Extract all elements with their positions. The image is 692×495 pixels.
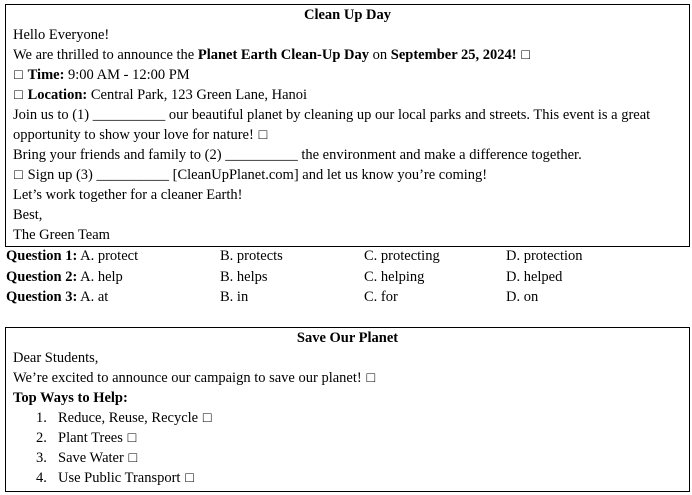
notice-title: Save Our Planet	[296, 330, 399, 346]
option-a: A. help	[77, 268, 123, 285]
save-our-planet-notice	[5, 327, 690, 492]
option-b: B. protects	[220, 248, 283, 264]
earth-placeholder-icon: □	[258, 127, 268, 143]
list-number: 3.	[36, 450, 47, 466]
question-label: Question 2:	[6, 268, 78, 285]
question-label: Question 3:	[6, 289, 78, 305]
ways-heading	[6, 388, 689, 408]
question-label: Question 1:	[6, 248, 78, 264]
emoji-placeholder-icon: □	[521, 47, 531, 63]
question-2	[6, 267, 123, 288]
pencil-placeholder-icon: □	[14, 167, 23, 183]
intro-text: We’re excited to announce our campaign to save our planet!	[13, 370, 362, 386]
questions-block	[6, 246, 692, 308]
question-row	[6, 246, 692, 267]
together-line: Let’s work together for a cleaner Earth!	[13, 187, 243, 203]
list-item	[6, 408, 689, 428]
pin-placeholder-icon: □	[14, 87, 23, 103]
announcement-line	[6, 45, 689, 65]
list-text: Reduce, Reuse, Recycle	[58, 410, 199, 426]
closing: Best,	[13, 207, 43, 223]
clock-placeholder-icon: □	[14, 67, 23, 83]
notice-title: Clean Up Day	[303, 7, 391, 23]
earth-placeholder-icon: □	[366, 370, 376, 386]
join-paragraph	[6, 105, 689, 145]
bring-line: Bring your friends and family to (2) __________ the environment and make a difference together.	[13, 147, 582, 163]
event-date: September 25, 2024!	[390, 47, 517, 63]
greeting: Dear Students,	[13, 350, 99, 366]
signup-line	[6, 165, 689, 185]
list-item	[6, 428, 689, 448]
option-d: D. helped	[506, 268, 563, 285]
ways-heading-text: Top Ways to Help:	[13, 390, 128, 406]
time-line	[6, 65, 689, 85]
list-text: Use Public Transport	[58, 470, 181, 486]
list-number: 1.	[36, 410, 47, 426]
list-number: 2.	[36, 430, 47, 446]
announce-on: on	[369, 47, 391, 63]
option-c: C. helping	[364, 268, 425, 285]
option-b: B. in	[220, 289, 249, 305]
question-1	[6, 246, 138, 267]
option-d: D. on	[506, 289, 539, 305]
question-row	[6, 267, 692, 288]
bus-placeholder-icon: □	[185, 470, 194, 486]
list-item	[6, 468, 689, 488]
tree-placeholder-icon: □	[127, 430, 137, 446]
intro-line	[6, 368, 689, 388]
option-b: B. helps	[220, 268, 268, 285]
location-value: Central Park, 123 Green Lane, Hanoi	[87, 87, 308, 103]
signup-text: Sign up (3) __________ [CleanUpPlanet.com] and let us know you’re coming!	[24, 167, 488, 183]
option-d: D. protection	[506, 248, 583, 264]
signature: The Green Team	[13, 227, 110, 243]
greeting: Hello Everyone!	[13, 27, 110, 43]
ways-list	[6, 408, 689, 488]
question-3	[6, 287, 108, 308]
option-a: A. protect	[77, 248, 139, 264]
location-label: Location:	[27, 87, 88, 103]
option-c: C. protecting	[364, 248, 440, 264]
event-name: Planet Earth Clean-Up Day	[197, 47, 370, 63]
location-line	[6, 85, 689, 105]
recycle-placeholder-icon: □	[202, 410, 212, 426]
list-item	[6, 448, 689, 468]
time-value: 9:00 AM - 12:00 PM	[64, 67, 190, 83]
join-text: Join us to (1) __________ our beautiful planet by cleaning up our local parks and streets. This event is a great opportunity to show your love for nature!	[13, 107, 651, 143]
option-c: C. for	[364, 289, 398, 305]
clean-up-day-notice	[5, 4, 690, 247]
list-text: Plant Trees	[58, 430, 123, 446]
water-placeholder-icon: □	[128, 450, 138, 466]
announce-text: We are thrilled to announce the	[13, 47, 198, 63]
option-a: A. at	[77, 289, 109, 305]
list-text: Save Water	[58, 450, 124, 466]
question-row	[6, 287, 692, 308]
time-label: Time:	[27, 67, 65, 83]
list-number: 4.	[36, 470, 47, 486]
